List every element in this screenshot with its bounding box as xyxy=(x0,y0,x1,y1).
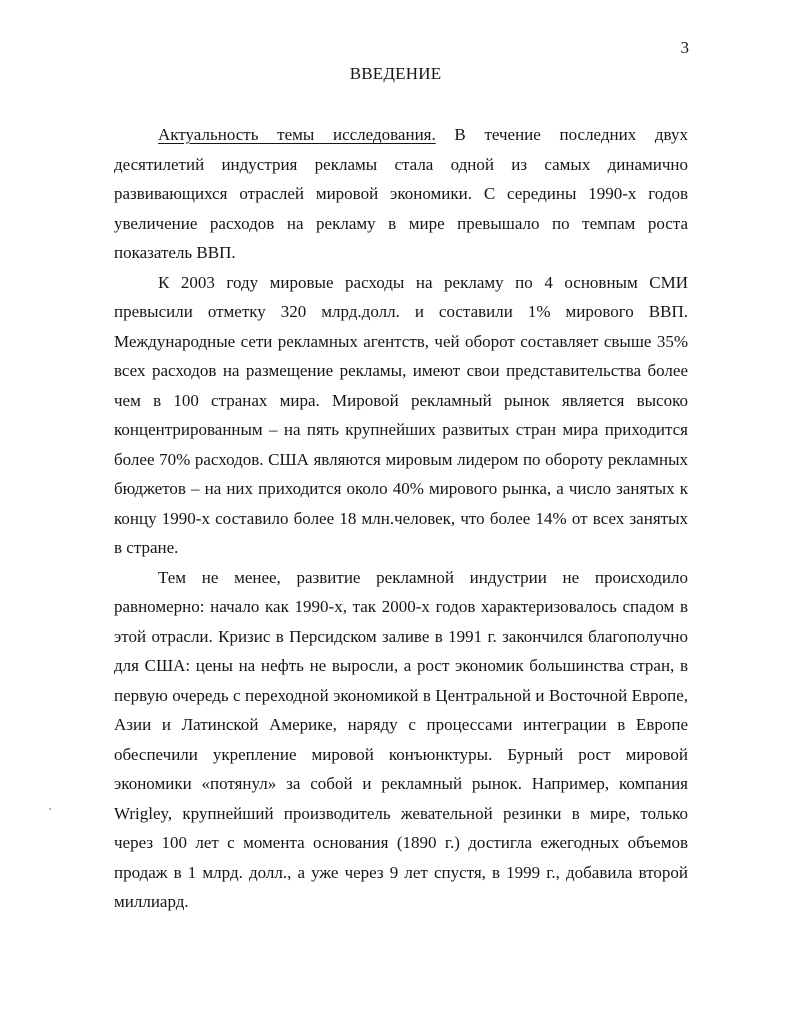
paragraph-relevance-text: В течение последних двух десятилетий индустрия рекламы стала одной из самых динамично развивающихся отраслей мировой экономики. С середины 1990-х годов увеличение расходов на рекламу в мире превышало по темпам роста показатель ВВП. xyxy=(114,125,688,262)
page-title: ВВЕДЕНИЕ xyxy=(349,64,442,83)
scan-speck xyxy=(49,808,51,810)
paragraph-relevance xyxy=(114,120,688,268)
paragraph-ad-spending: К 2003 году мировые расходы на рекламу по 4 основным СМИ превысили отметку 320 млрд.долл. и составили 1% мирового ВВП. Международные сети рекламных агентств, чей оборот составляет свыше 35% всех расходов на размещение рекламы, имеют свои представительства более чем в 100 странах мира. Мировой рекламный рынок является высоко концентрированным – на пять крупнейших развитых стран мира приходится более 70% расходов. США являются мировым лидером по обороту рекламных бюджетов – на них приходится около 40% мирового рынка, а число занятых к концу 1990-х составило более 18 млн.человек, что более 14% от всех занятых в стране. xyxy=(114,272,688,557)
paragraph-industry-development: Тем не менее, развитие рекламной индустрии не происходило равномерно: начало как 1990-х, так 2000-х годов характеризовалось спадом в этой отрасли. Кризис в Персидском заливе в 1991 г. закончился благополучно для США: цены на нефть не выросли, а рост экономик большинства стран, в первую очередь с переходной экономикой в Центральной и Восточной Европе, Азии и Латинской Америке, наряду с процессами интеграции в Европе обеспечили укрепление мировой конъюнктуры. Бурный рост мировой экономики «потянул» за собой и рекламный рынок. Например, компания Wrigley, крупнейший производитель жевательной резинки в мире, только через 100 лет с момента основания (1890 г.) достигла ежегодных объемов продаж в 1 млрд. долл., а уже через 9 лет спустя, в 1999 г., добавила второй миллиард. xyxy=(114,567,688,911)
page-number: 3 xyxy=(680,38,689,57)
body-text xyxy=(114,120,688,917)
section-heading-relevance: Актуальность темы исследования. xyxy=(158,125,436,144)
